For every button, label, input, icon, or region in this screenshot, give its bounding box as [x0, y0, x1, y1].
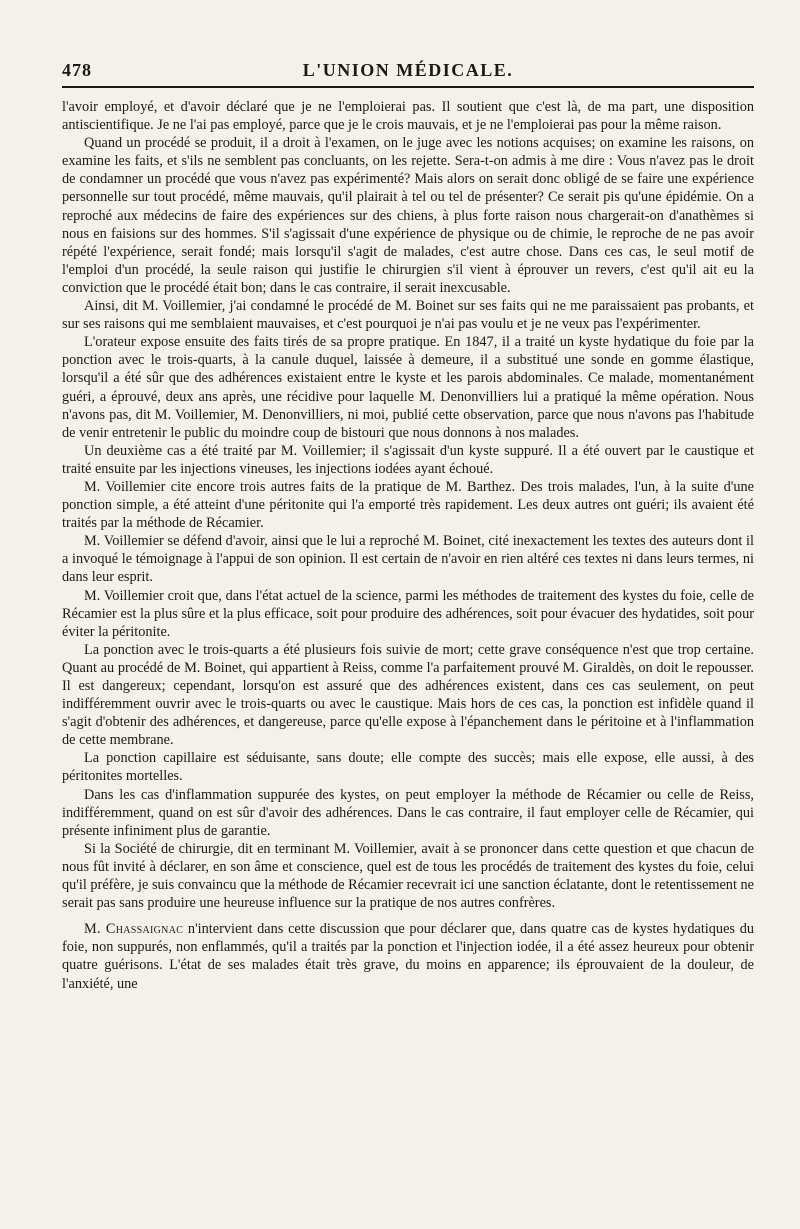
speaker-name: M. Chassaignac	[84, 921, 184, 938]
page-number: 478	[62, 60, 92, 80]
page-header	[62, 52, 754, 88]
paragraph: Un deuxième cas a été traité par M. Voillemier; il s'agissait d'un kyste suppuré. Il a été ouvert par le caustique et traité ensuite par les injections vineuses, les injections iodées ayant échoué.	[62, 442, 754, 477]
paragraph: Dans les cas d'inflammation suppurée des kystes, on peut employer la méthode de Récamier ou celle de Reiss, indifféremment, quand on est sûr d'avoir des adhérences. Dans le cas contraire, il faut employer celle de Récamier, qui présente infiniment plus de garantie.	[62, 786, 754, 839]
paragraph-chassaignac	[62, 920, 754, 992]
paragraph-text: n'intervient dans cette discussion que pour déclarer que, dans quatre cas de kystes hydatiques du foie, non suppurés, non enflammés, qu'il a traités par la ponction et l'injection iodée, il a été assez heureux pour obtenir quatre guérisons. L'état de ses malades était très grave, du moins en apparence; ils éprouvaient de la douleur, de l'anxiété, une	[62, 921, 754, 992]
paragraph: l'avoir employé, et d'avoir déclaré que je ne l'emploierai pas. Il soutient que c'est là, de ma part, une disposition antiscientifique. Je ne l'ai pas employé, parce que je le crois mauvais, et je ne l'emploierai pas pour la même raison.	[62, 99, 754, 134]
paragraph: L'orateur expose ensuite des faits tirés de sa propre pratique. En 1847, il a traité un kyste hydatique du foie par la ponction avec le trois-quarts, à la canule duquel, laissée à demeure, il a substitué une sonde en gomme élastique, lorsqu'il a été sûr que des adhérences existaient entre le kyste et les parois abdominales. Ce malade, momentanément guéri, a éprouvé, deux ans après, une récidive pour laquelle M. Denonvilliers lui a pratiqué la même opération. Nous n'avons pas, dit M. Voillemier, M. Denonvilliers, ni moi, publié cette observation, parce que nous n'avons pas l'habitude de venir entretenir le public du moindre coup de bistouri que nous donnons à nos malades.	[62, 334, 754, 441]
paragraph: Quand un procédé se produit, il a droit à l'examen, on le juge avec les notions acquises; on examine les raisons, on examine les faits, et s'ils ne semblent pas concluants, on les rejette. Sera-t-on admis à me dire : Vous n'avez pas le droit de condamner un procédé que vous n'avez pas expérimenté? Mais alors on serait donc obligé de se faire une expérience personnelle sur tout procédé, même mauvais, qu'il plairait à tel ou tel de présenter? Ce serait pis qu'une épidémie. On a reproché aux médecins de faire des expériences sur des chiens, à plus forte raison nous chargerait-on d'anathèmes si nous en faisions sur des hommes. S'il s'agissait d'une expérience de physique ou de chimie, le reproche de ne pas avoir répété l'expérience, serait fondé; mais lorsqu'il s'agit de malades, c'est autre chose. Dans ces cas, le seul motif de l'emploi d'un procédé, la seule raison qui justifie le chirurgien s'il vient à éprouver un revers, c'est qu'il ait eu la conviction que le procédé était bon; dans le cas contraire, il serait inexcusable.	[62, 135, 754, 296]
running-title: L'UNION MÉDICALE.	[302, 60, 514, 80]
paragraph: Si la Société de chirurgie, dit en terminant M. Voillemier, avait à se prononcer dans cette question et que chacun de nous fût invité à déclarer, en son âme et conscience, quel est de tous les procédés de traitement des kystes du foie, celui qu'il préfère, je suis convaincu que la méthode de Récamier recevrait ici une sanction éclatante, dont le retentissement ne serait pas sans produire une heureuse influence sur la pratique de nos autres confrères.	[62, 840, 754, 912]
paragraph: M. Voillemier se défend d'avoir, ainsi que le lui a reproché M. Boinet, cité inexactement les textes des auteurs dont il a invoqué le témoignage à l'appui de son opinion. Il est certain de n'avoir en rien altéré ces textes ni dans leurs termes, ni dans leur esprit.	[62, 533, 754, 586]
paragraph: Ainsi, dit M. Voillemier, j'ai condamné le procédé de M. Boinet sur ses faits qui ne me paraissaient pas probants, et sur ses raisons qui me semblaient mauvaises, et c'est pourquoi je n'ai pas voulu et je ne veux pas l'expérimenter.	[62, 298, 754, 333]
paragraph: M. Voillemier cite encore trois autres faits de la pratique de M. Barthez. Des trois malades, l'un, à la suite d'une ponction simple, a été atteint d'une péritonite qui l'a emporté très rapidement. Les deux autres ont guéri; ils avaient été traités par la méthode de Récamier.	[62, 478, 754, 532]
paragraph: M. Voillemier croit que, dans l'état actuel de la science, parmi les méthodes de traitement des kystes du foie, celle de Récamier est la plus sûre et la plus efficace, soit pour produire des adhérences, soit pour évacuer des hydatides, soit pour éviter la péritonite.	[62, 587, 754, 640]
paragraph: La ponction capillaire est séduisante, sans doute; elle compte des succès; mais elle expose, elle aussi, à des péritonites mortelles.	[62, 750, 754, 785]
paragraph: La ponction avec le trois-quarts a été plusieurs fois suivie de mort; cette grave conséquence n'est que trop certaine. Quant au procédé de M. Boinet, qui appartient à Reiss, comme l'a parfaitement prouvé M. Giraldès, on doit le repousser. Il est dangereux; cependant, lorsqu'on est assuré que des adhérences existent, dans ces cas seulement, on peut indifféremment ouvrir avec le trois-quarts ou avec le caustique. Mais hors de ces cas, la ponction est infidèle quand il s'agit d'obtenir des adhérences, et dangereuse, parce qu'elle expose à l'épanchement dans le péritoine et à l'inflammation de cette membrane.	[62, 641, 754, 749]
article-body	[62, 98, 754, 993]
